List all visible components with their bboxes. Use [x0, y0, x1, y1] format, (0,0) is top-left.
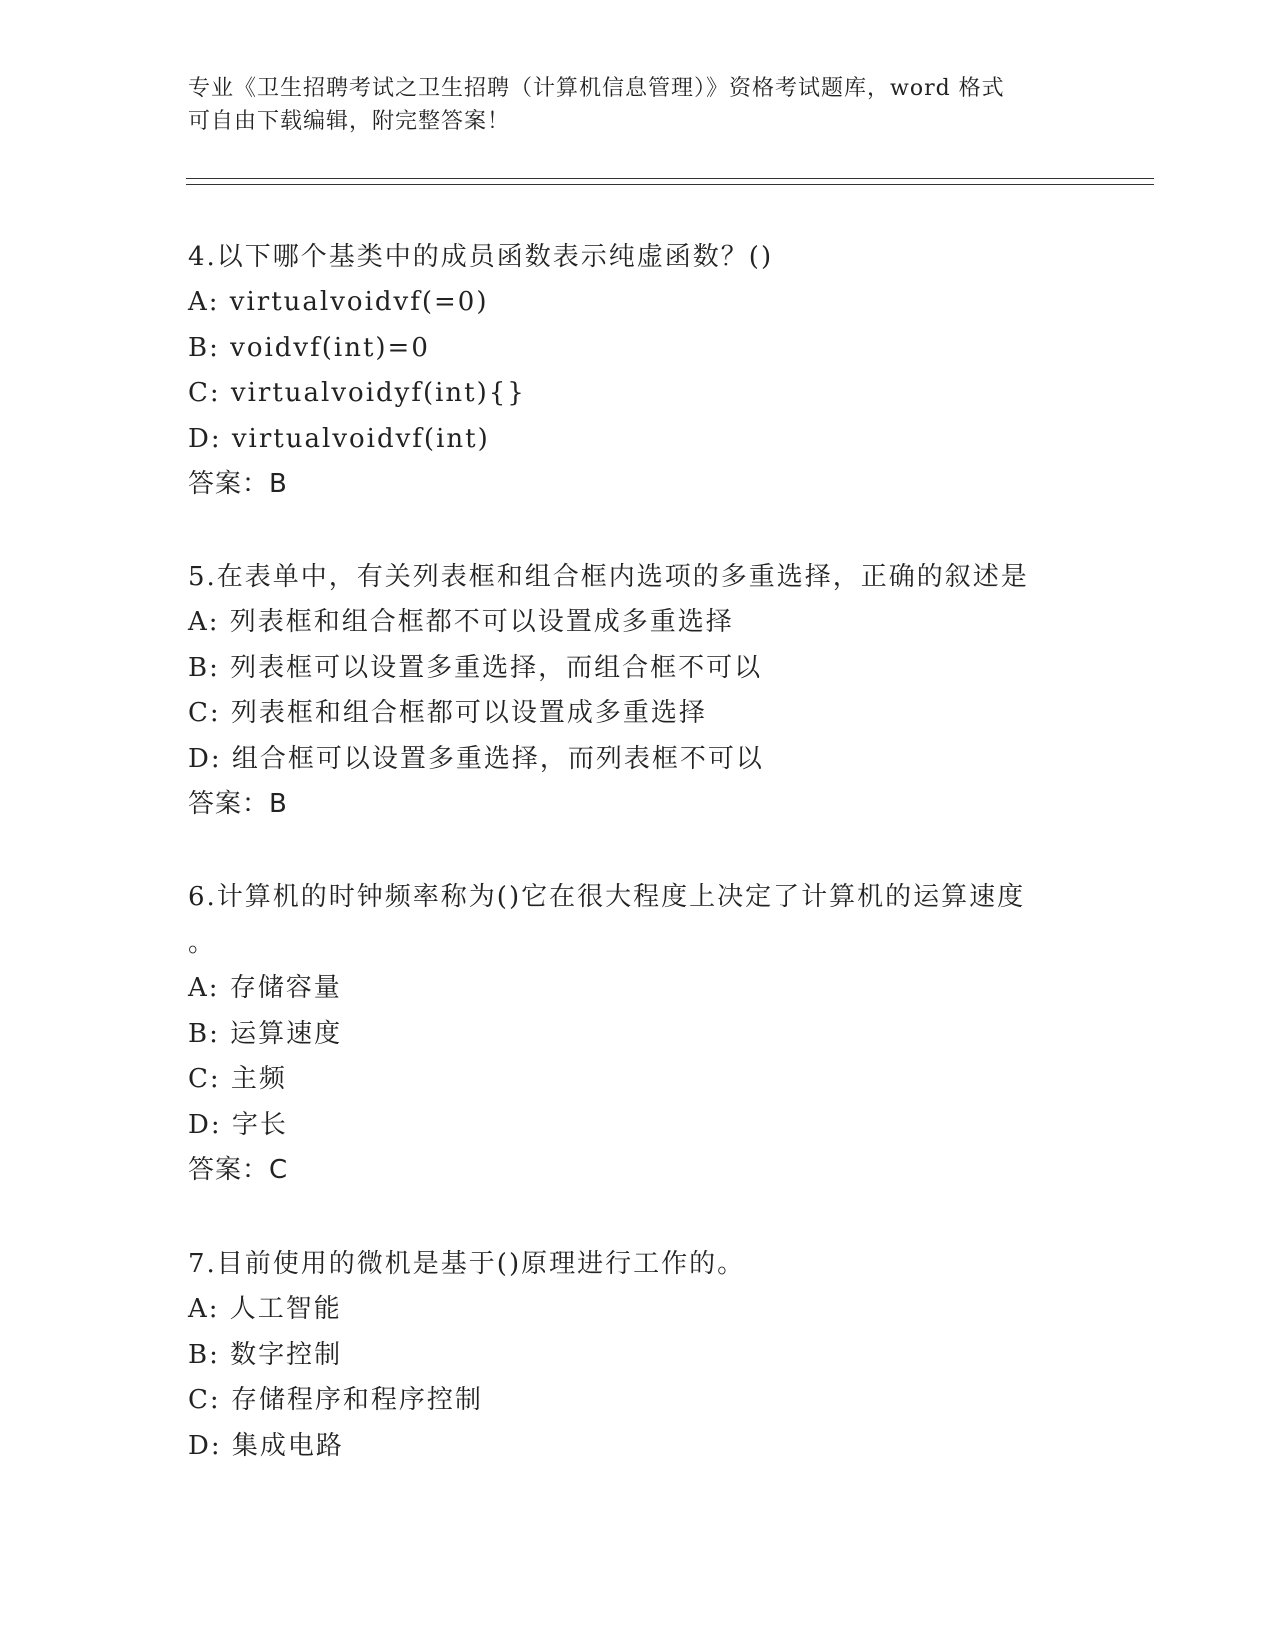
document-header — [188, 72, 1068, 138]
option-b: B: voidvf(int)=0 — [188, 332, 430, 363]
question-text: 4.以下哪个基类中的成员函数表示纯虚函数？() — [188, 242, 774, 272]
option-d: D: virtualvoidvf(int) — [188, 423, 490, 454]
option-d: D: 集成电路 — [188, 1430, 344, 1461]
option-a: A: 人工智能 — [188, 1294, 342, 1324]
option-d: D: 组合框可以设置多重选择，而列表框不可以 — [188, 743, 764, 774]
answer: 答案：B — [188, 469, 288, 499]
option-c: C: 列表框和组合框都可以设置成多重选择 — [188, 698, 707, 728]
option-c: C: 主频 — [188, 1064, 287, 1094]
option-d: D: 字长 — [188, 1109, 288, 1140]
question-5 — [188, 554, 1088, 828]
option-c: C: 存储程序和程序控制 — [188, 1385, 483, 1415]
option-a: A: virtualvoidvf(=0) — [188, 287, 489, 317]
option-b: B: 数字控制 — [188, 1339, 343, 1370]
question-text: 6.计算机的时钟频率称为()它在很大程度上决定了计算机的运算速度 — [188, 882, 1026, 912]
question-text: 5.在表单中，有关列表框和组合框内选项的多重选择，正确的叙述是 — [188, 562, 1029, 592]
answer: 答案：B — [188, 789, 288, 819]
question-text-continuation: 。 — [188, 928, 215, 958]
header-divider-bottom — [186, 184, 1154, 185]
option-b: B: 运算速度 — [188, 1018, 343, 1049]
option-a: A: 存储容量 — [188, 973, 342, 1003]
header-line-2: 可自由下载编辑，附完整答案！ — [188, 109, 511, 134]
question-4 — [188, 234, 1088, 508]
answer: 答案：C — [188, 1155, 289, 1185]
option-b: B: 列表框可以设置多重选择，而组合框不可以 — [188, 652, 763, 683]
question-6 — [188, 874, 1088, 1194]
question-text: 7.目前使用的微机是基于()原理进行工作的。 — [188, 1249, 746, 1279]
option-a: A: 列表框和组合框都不可以设置成多重选择 — [188, 607, 734, 637]
header-line-1: 专业《卫生招聘考试之卫生招聘（计算机信息管理）》资格考试题库，word 格式 — [188, 76, 1005, 101]
question-7 — [188, 1241, 1088, 1469]
option-c: C: virtualvoidyf(int){} — [188, 378, 526, 408]
header-divider-top — [186, 178, 1154, 179]
